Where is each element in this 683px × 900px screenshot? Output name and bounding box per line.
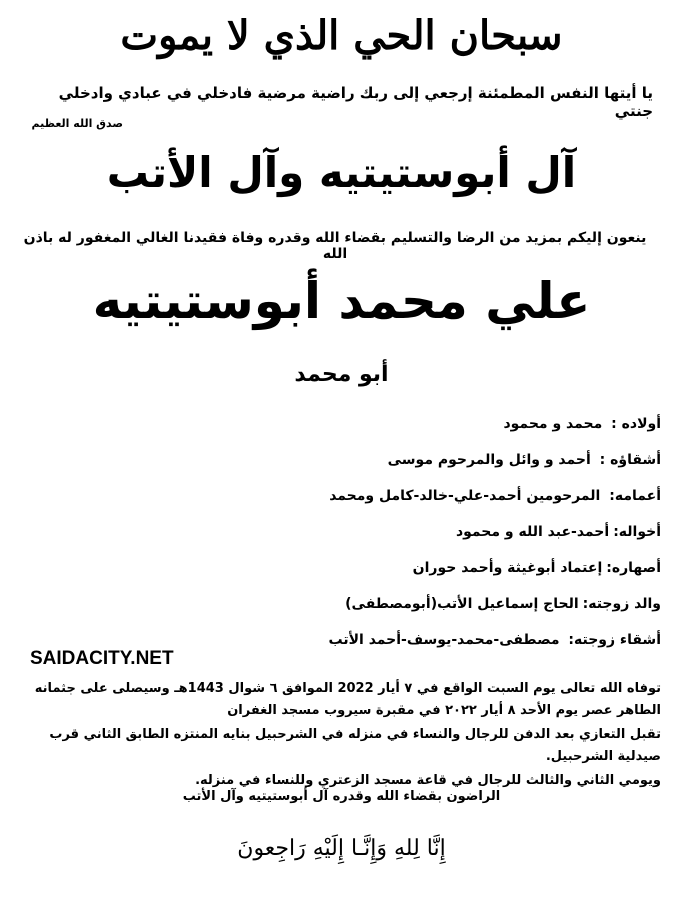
relative-item <box>21 550 661 586</box>
relative-value: أحمد-عبد الله و محمود <box>455 524 610 540</box>
relative-label: أشقاء زوجته: <box>568 632 661 648</box>
header-title: سبحان الحي الذي لا يموت <box>120 12 563 59</box>
relative-item <box>21 586 661 622</box>
quran-closing-verse: إِنَّا لِلهِ وَإِنَّـا إِلَيْهِ رَاجِعونَ <box>237 836 446 861</box>
closing-line: الراضون بقضاء الله وقدره آل أبوستيتيه وآل الأتب <box>182 789 501 804</box>
relative-label: أعمامه: <box>609 488 661 504</box>
relative-label: أخواله: <box>613 524 661 540</box>
relative-value: إعتماد أبوغيثة وأحمد حوران <box>412 560 603 576</box>
details-paragraph: توفاه الله تعالى يوم السبت الواقع في ٧ أيار 2022 الموافق ٦ شوال 1443هـ وسيصلى على جثمانه الطاهر عصر يوم الأحد ٨ أيار ٢٠٢٢ في مقبرة سيروب مسجد الغفران <box>34 681 661 718</box>
relative-value: محمد و محمود <box>503 416 603 432</box>
relative-label: أشقاؤه : <box>599 452 661 468</box>
relatives-list <box>21 406 661 658</box>
deceased-name: علي محمد أبوستيتيه <box>92 272 591 330</box>
relative-label: أصهاره: <box>606 560 661 576</box>
funeral-details <box>21 678 661 794</box>
relative-value: أحمد و وائل والمرحوم موسى <box>387 452 591 468</box>
relative-item <box>21 406 661 442</box>
details-paragraph: ويومي الثاني والثالث للرجال في قاعة مسجد الزعتري وللنساء في منزله. <box>195 773 661 788</box>
families-title: آل أبوستيتيه وآل الأتب <box>106 148 577 197</box>
quran-verse: يا أيتها النفس المطمئنة إرجعي إلى ربك راضية مرضية فادخلي في عبادي وادخلي جنتي <box>58 84 653 120</box>
relative-label: أولاده : <box>611 416 661 432</box>
deceased-kunya: أبو محمد <box>294 362 389 387</box>
relative-value: المرحومين أحمد-علي-خالد-كامل ومحمد <box>329 488 601 504</box>
site-watermark: SAIDACITY.NET <box>30 648 174 669</box>
announcement-text: ينعون إليكم بمزيد من الرضا والتسليم بقضاء الله وقدره وفاة فقيدنا الغالي المغفور له باذن الله <box>23 230 647 262</box>
relative-label: والد زوجته: <box>582 596 661 612</box>
relative-value: مصطفى-محمد-يوسف-أحمد الأتب <box>328 632 560 648</box>
relative-item <box>21 442 661 478</box>
relative-item <box>21 478 661 514</box>
details-paragraph: تقبل التعازي بعد الدفن للرجال والنساء في منزله في الشرحبيل بنايه المنتزه الطابق الثاني قرب صيدلية الشرحبيل. <box>49 727 661 764</box>
relative-item <box>21 514 661 550</box>
relative-value: الحاج إسماعيل الأتب(أبومصطفى) <box>345 596 579 612</box>
verse-source: صدق الله العظيم <box>31 117 123 130</box>
